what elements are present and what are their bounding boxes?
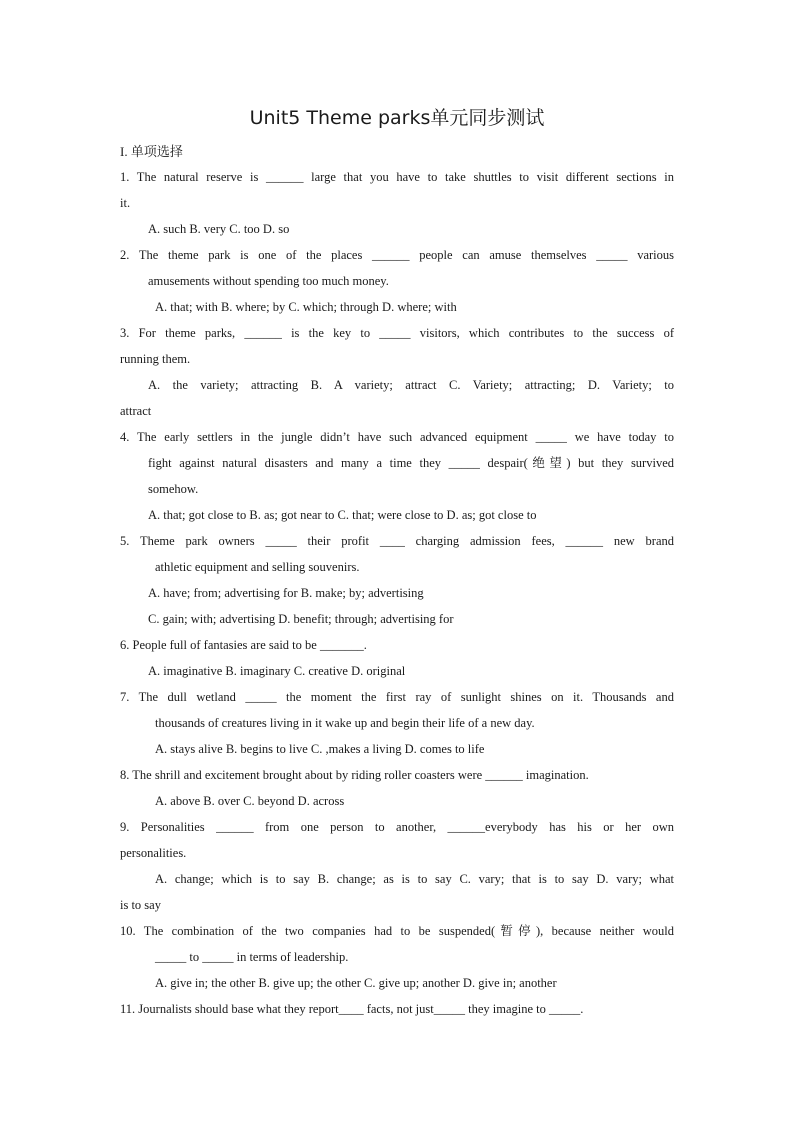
question-5-text: 5. Theme park owners _____ their profit ____ charging admission fees, ______ new brand <box>120 534 674 548</box>
question-3-text: 3. For theme parks, ______ is the key to _____ visitors, which contributes to the success of <box>120 326 674 340</box>
question-2-options: A. that; with B. where; by C. which; through D. where; with <box>155 300 457 314</box>
question-5-text-cont: athletic equipment and selling souvenirs. <box>155 560 360 574</box>
question-2-text: 2. The theme park is one of the places ______ people can amuse themselves _____ various <box>120 248 674 262</box>
question-4-text-cont: fight against natural disasters and many a time they _____ despair(绝望) but they survived <box>148 456 674 470</box>
question-4-options: A. that; got close to B. as; got near to C. that; were close to D. as; got close to <box>148 508 537 522</box>
question-6-text: 6. People full of fantasies are said to be _______. <box>120 638 367 652</box>
question-8-text: 8. The shrill and excitement brought about by riding roller coasters were ______ imagination. <box>120 768 589 782</box>
question-3-options-cont: attract <box>120 404 152 418</box>
question-10-options: A. give in; the other B. give up; the other C. give up; another D. give in; another <box>155 976 557 990</box>
question-9-text-cont: personalities. <box>120 846 187 860</box>
question-10-text-cont: _____ to _____ in terms of leadership. <box>155 950 349 964</box>
question-1-options: A. such B. very C. too D. so <box>148 222 290 236</box>
question-10-text: 10. The combination of the two companies had to be suspended(暂停), because neither would <box>120 924 674 938</box>
question-6-options: A. imaginative B. imaginary C. creative D. original <box>148 664 406 678</box>
question-7-text: 7. The dull wetland _____ the moment the first ray of sunlight shines on it. Thousands and <box>120 690 674 704</box>
question-9-options-cont: is to say <box>120 898 161 912</box>
question-9-text: 9. Personalities ______ from one person to another, ______everybody has his or her own <box>120 820 674 834</box>
question-5-options-row-1: A. have; from; advertising for B. make; by; advertising <box>148 586 424 600</box>
question-4-text-cont-2: somehow. <box>148 482 199 496</box>
question-3-text-cont: running them. <box>120 352 191 366</box>
question-1-text: 1. The natural reserve is ______ large that you have to take shuttles to visit different sections in <box>120 170 674 184</box>
page-title: Unit5 Theme parks单元同步测试 <box>249 107 545 129</box>
question-4-text: 4. The early settlers in the jungle didn’t have such advanced equipment _____ we have today to <box>120 430 674 444</box>
question-8-options: A. above B. over C. beyond D. across <box>155 794 345 808</box>
question-1-text-cont: it. <box>120 196 131 210</box>
question-2-text-cont: amusements without spending too much money. <box>148 274 389 288</box>
section-heading: I. 单项选择 <box>120 144 183 159</box>
question-11-text: 11. Journalists should base what they report____ facts, not just_____ they imagine to _____. <box>120 1002 584 1016</box>
question-3-options: A. the variety; attracting B. A variety; attract C. Variety; attracting; D. Variety; to <box>148 378 674 392</box>
question-5-options-row-2: C. gain; with; advertising D. benefit; through; advertising for <box>148 612 454 626</box>
question-9-options: A. change; which is to say B. change; as is to say C. vary; that is to say D. vary; what <box>155 872 674 886</box>
question-7-text-cont: thousands of creatures living in it wake up and begin their life of a new day. <box>155 716 535 730</box>
question-7-options: A. stays alive B. begins to live C. ,makes a living D. comes to life <box>155 742 485 756</box>
